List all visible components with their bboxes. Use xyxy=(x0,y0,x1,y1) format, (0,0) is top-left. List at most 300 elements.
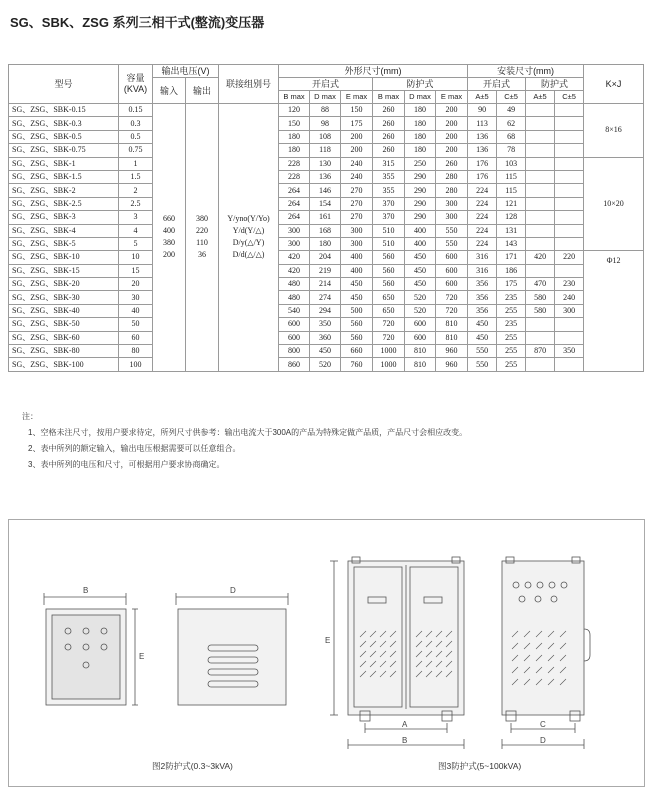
table-cell: 355 xyxy=(373,170,405,183)
note-3: 3、表中所列的电压和尺寸，可根据用户要求协商确定。 xyxy=(28,460,225,469)
table-cell: 270 xyxy=(341,211,373,224)
table-cell xyxy=(555,157,584,170)
table-cell: 600 xyxy=(436,278,468,291)
table-cell xyxy=(555,224,584,237)
table-cell: 370 xyxy=(373,197,405,210)
table-cell: 294 xyxy=(310,304,341,317)
table-cell: 300 xyxy=(341,224,373,237)
table-cell: 108 xyxy=(310,130,341,143)
table-cell xyxy=(526,318,555,331)
header-capacity: 容量(KVA) xyxy=(119,65,153,104)
table-cell: 480 xyxy=(279,291,310,304)
table-row xyxy=(9,251,644,264)
table-row xyxy=(9,318,644,331)
kj-cell: 10×20 xyxy=(584,157,644,251)
table-cell: 450 xyxy=(405,264,436,277)
table-cell: 180 xyxy=(279,144,310,157)
table-cell: 810 xyxy=(405,358,436,371)
table-cell: 290 xyxy=(405,170,436,183)
table-cell: 260 xyxy=(373,117,405,130)
table-cell: 300 xyxy=(555,304,584,317)
table-cell: 720 xyxy=(373,331,405,344)
table-cell: 580 xyxy=(526,291,555,304)
table-cell: 98 xyxy=(310,117,341,130)
table-cell xyxy=(555,130,584,143)
table-cell: 510 xyxy=(373,237,405,250)
table-row xyxy=(9,184,644,197)
table-cell: 600 xyxy=(279,318,310,331)
table-cell: 224 xyxy=(468,184,497,197)
table-cell: 350 xyxy=(310,318,341,331)
table-row xyxy=(9,197,644,210)
table-cell: 420 xyxy=(279,264,310,277)
table-cell: 316 xyxy=(468,251,497,264)
table-row xyxy=(9,264,644,277)
connection-group: D/y(△/Y) xyxy=(232,238,265,248)
header-install: 安装尺寸(mm) xyxy=(468,65,584,78)
header-kj: K×J xyxy=(584,65,644,104)
table-cell: 450 xyxy=(468,318,497,331)
table-cell: 600 xyxy=(279,331,310,344)
table-cell: 240 xyxy=(341,170,373,183)
fig3-label-e: E xyxy=(325,636,331,645)
table-cell xyxy=(526,211,555,224)
table-cell: 200 xyxy=(436,104,468,117)
fig2-front-view xyxy=(44,593,138,705)
fig3-label-c: C xyxy=(540,720,546,729)
fig3-front-view xyxy=(330,557,464,749)
table-cell xyxy=(555,144,584,157)
table-cell: 90 xyxy=(468,104,497,117)
fig3-label-b: B xyxy=(402,736,408,745)
table-cell: 560 xyxy=(373,251,405,264)
table-cell: 0.15 xyxy=(119,104,153,117)
table-cell: 356 xyxy=(468,291,497,304)
table-cell: 40 xyxy=(119,304,153,317)
table-cell: 150 xyxy=(341,104,373,117)
table-cell: 115 xyxy=(497,184,526,197)
table-cell xyxy=(526,157,555,170)
input-voltage: 380 xyxy=(163,238,175,248)
spec-table xyxy=(8,64,644,372)
output-voltage: 36 xyxy=(198,250,206,260)
table-cell: 0.5 xyxy=(119,130,153,143)
table-cell: 131 xyxy=(497,224,526,237)
table-cell: 255 xyxy=(497,358,526,371)
table-cell: 450 xyxy=(310,345,341,358)
table-cell: 400 xyxy=(405,224,436,237)
header-dimensions: 外形尺寸(mm) xyxy=(279,65,468,78)
table-cell: 274 xyxy=(310,291,341,304)
table-cell: 200 xyxy=(341,144,373,157)
header-b-max: B max xyxy=(373,91,405,104)
table-cell: 255 xyxy=(497,304,526,317)
connection-group: D/d(△/△) xyxy=(232,250,265,260)
table-cell: 224 xyxy=(468,237,497,250)
table-cell: 30 xyxy=(119,291,153,304)
table-cell xyxy=(526,184,555,197)
table-cell: 180 xyxy=(405,104,436,117)
table-cell: 355 xyxy=(373,184,405,197)
table-cell: 235 xyxy=(497,291,526,304)
table-cell xyxy=(526,197,555,210)
table-cell: SG、ZSG、SBK-20 xyxy=(9,278,119,291)
header-c-tol: C±5 xyxy=(497,91,526,104)
fig2-label-b: B xyxy=(83,586,89,595)
table-cell: 810 xyxy=(436,331,468,344)
table-cell: SG、ZSG、SBK-10 xyxy=(9,251,119,264)
table-cell: 550 xyxy=(468,345,497,358)
table-cell: 550 xyxy=(436,237,468,250)
header-e-max: E max xyxy=(341,91,373,104)
table-cell: 60 xyxy=(119,331,153,344)
table-cell: 264 xyxy=(279,184,310,197)
header-a-tol: A±5 xyxy=(526,91,555,104)
table-row xyxy=(9,304,644,317)
table-row xyxy=(9,104,644,117)
table-cell: 175 xyxy=(341,117,373,130)
header-protective: 防护式 xyxy=(373,78,468,91)
table-cell: 860 xyxy=(279,358,310,371)
table-cell: 500 xyxy=(341,304,373,317)
dimension-drawings xyxy=(8,519,643,785)
table-cell: 136 xyxy=(468,144,497,157)
table-cell: SG、ZSG、SBK-4 xyxy=(9,224,119,237)
table-cell: 300 xyxy=(279,224,310,237)
table-row xyxy=(9,345,644,358)
table-cell: 270 xyxy=(341,184,373,197)
table-cell: 290 xyxy=(405,184,436,197)
table-cell: 356 xyxy=(468,304,497,317)
table-cell: 560 xyxy=(373,264,405,277)
table-cell: 520 xyxy=(405,304,436,317)
table-cell: 280 xyxy=(436,184,468,197)
table-cell: 113 xyxy=(468,117,497,130)
header-e-max: E max xyxy=(436,91,468,104)
table-cell: 161 xyxy=(310,211,341,224)
table-cell: 200 xyxy=(436,117,468,130)
kj-cell: Φ12 xyxy=(584,251,644,372)
table-cell: 400 xyxy=(341,251,373,264)
output-voltage: 220 xyxy=(196,226,208,236)
table-cell: 260 xyxy=(436,157,468,170)
table-cell: 180 xyxy=(405,117,436,130)
kj-cell: 8×16 xyxy=(584,104,644,158)
table-cell xyxy=(555,184,584,197)
table-cell: SG、ZSG、SBK-0.75 xyxy=(9,144,119,157)
table-cell: 300 xyxy=(341,237,373,250)
table-cell: 115 xyxy=(497,170,526,183)
table-cell xyxy=(526,237,555,250)
header-b-max: B max xyxy=(279,91,310,104)
table-cell xyxy=(555,264,584,277)
table-cell: 370 xyxy=(373,211,405,224)
table-cell: 400 xyxy=(405,237,436,250)
table-cell: SG、ZSG、SBK-0.3 xyxy=(9,117,119,130)
output-voltage: 380 xyxy=(196,214,208,224)
table-cell: 550 xyxy=(468,358,497,371)
table-cell: 49 xyxy=(497,104,526,117)
note-2: 2、表中所列的额定输入，输出电压根据需要可以任意组合。 xyxy=(28,444,241,453)
table-cell: 255 xyxy=(497,331,526,344)
table-cell: 224 xyxy=(468,197,497,210)
notes xyxy=(22,409,467,473)
table-cell: 650 xyxy=(373,304,405,317)
table-cell: 0.3 xyxy=(119,117,153,130)
header-a-tol: A±5 xyxy=(468,91,497,104)
table-cell: 175 xyxy=(497,278,526,291)
table-cell: 560 xyxy=(373,278,405,291)
table-cell: 214 xyxy=(310,278,341,291)
table-cell: 260 xyxy=(373,104,405,117)
table-cell: 180 xyxy=(405,130,436,143)
table-cell: 300 xyxy=(436,197,468,210)
table-cell: 103 xyxy=(497,157,526,170)
table-cell: 550 xyxy=(436,224,468,237)
table-row xyxy=(9,224,644,237)
table-cell: SG、ZSG、SBK-3 xyxy=(9,211,119,224)
table-cell: 15 xyxy=(119,264,153,277)
connection-group: Y/d(Y/△) xyxy=(232,226,265,236)
table-cell: 810 xyxy=(436,318,468,331)
fig2-caption: 图2防护式(0.3~3kVA) xyxy=(152,761,233,771)
fig3-label-d: D xyxy=(540,736,546,745)
table-cell: 480 xyxy=(279,278,310,291)
header-connection: 联接组别号 xyxy=(219,65,279,104)
table-cell: 960 xyxy=(436,358,468,371)
header-model: 型号 xyxy=(9,65,119,104)
table-cell: 50 xyxy=(119,318,153,331)
table-cell: 220 xyxy=(555,251,584,264)
table-cell: 168 xyxy=(310,224,341,237)
table-cell: 580 xyxy=(526,304,555,317)
table-cell: SG、ZSG、SBK-30 xyxy=(9,291,119,304)
table-cell: 870 xyxy=(526,345,555,358)
table-cell: 360 xyxy=(310,331,341,344)
table-cell: 200 xyxy=(341,130,373,143)
fig2-label-e: E xyxy=(139,652,145,661)
table-cell xyxy=(526,264,555,277)
table-cell: 120 xyxy=(279,104,310,117)
table-cell: 200 xyxy=(436,144,468,157)
table-cell: SG、ZSG、SBK-2 xyxy=(9,184,119,197)
fig3-label-a: A xyxy=(402,720,408,729)
table-cell: 235 xyxy=(497,318,526,331)
table-cell xyxy=(555,170,584,183)
table-cell: 450 xyxy=(341,291,373,304)
table-cell: 1.5 xyxy=(119,170,153,183)
table-cell: 350 xyxy=(555,345,584,358)
table-cell: 760 xyxy=(341,358,373,371)
table-row xyxy=(9,130,644,143)
table-cell: 600 xyxy=(405,318,436,331)
table-cell: 180 xyxy=(279,130,310,143)
table-cell: 136 xyxy=(468,130,497,143)
table-cell: 450 xyxy=(468,331,497,344)
table-cell: 3 xyxy=(119,211,153,224)
table-cell: 176 xyxy=(468,157,497,170)
table-cell: 224 xyxy=(468,224,497,237)
table-cell: 150 xyxy=(279,117,310,130)
fig3-side-view xyxy=(502,557,590,749)
table-cell xyxy=(555,358,584,371)
table-cell: 80 xyxy=(119,345,153,358)
note-1: 1、空格未注尺寸，按用户要求待定，所列尺寸供参考：输出电流大于300A的产品为特殊定做产品质，产品尺寸会相应改变。 xyxy=(28,428,468,437)
table-cell: 800 xyxy=(279,345,310,358)
header-output: 输出 xyxy=(186,78,219,104)
header-d-max: D max xyxy=(310,91,341,104)
table-cell: 224 xyxy=(468,211,497,224)
table-cell: 356 xyxy=(468,278,497,291)
table-cell: 540 xyxy=(279,304,310,317)
table-cell: 255 xyxy=(497,345,526,358)
connection-group: Y/yno(Y/Yo) xyxy=(227,214,270,224)
table-cell: 280 xyxy=(436,170,468,183)
table-cell: 240 xyxy=(555,291,584,304)
header-c-tol: C±5 xyxy=(555,91,584,104)
table-cell: 660 xyxy=(341,345,373,358)
table-cell: 810 xyxy=(405,345,436,358)
table-cell: 270 xyxy=(341,197,373,210)
table-cell: SG、ZSG、SBK-50 xyxy=(9,318,119,331)
table-cell: SG、ZSG、SBK-100 xyxy=(9,358,119,371)
table-cell xyxy=(555,117,584,130)
table-cell: 650 xyxy=(373,291,405,304)
table-cell: 1000 xyxy=(373,345,405,358)
table-cell: 264 xyxy=(279,197,310,210)
table-cell xyxy=(526,331,555,344)
table-cell: SG、ZSG、SBK-0.15 xyxy=(9,104,119,117)
table-cell: 400 xyxy=(341,264,373,277)
table-cell: 250 xyxy=(405,157,436,170)
table-cell: 260 xyxy=(373,130,405,143)
table-cell: 560 xyxy=(341,331,373,344)
table-cell: SG、ZSG、SBK-2.5 xyxy=(9,197,119,210)
table-cell: 2 xyxy=(119,184,153,197)
table-cell: 260 xyxy=(373,144,405,157)
table-row xyxy=(9,291,644,304)
table-cell: 720 xyxy=(436,304,468,317)
table-cell: 290 xyxy=(405,211,436,224)
table-cell: 118 xyxy=(310,144,341,157)
table-cell: 600 xyxy=(436,264,468,277)
table-cell: 20 xyxy=(119,278,153,291)
table-cell: 180 xyxy=(405,144,436,157)
input-voltage-cell xyxy=(153,104,186,372)
table-cell: 2.5 xyxy=(119,197,153,210)
table-cell: 1 xyxy=(119,157,153,170)
table-cell: 200 xyxy=(436,130,468,143)
header-open: 开启式 xyxy=(279,78,373,91)
connection-cell xyxy=(219,104,279,372)
table-cell: SG、ZSG、SBK-0.5 xyxy=(9,130,119,143)
input-voltage: 400 xyxy=(163,226,175,236)
table-cell: 136 xyxy=(310,170,341,183)
table-cell: 315 xyxy=(373,157,405,170)
table-cell xyxy=(555,197,584,210)
table-cell xyxy=(555,104,584,117)
table-row xyxy=(9,358,644,371)
table-cell: 450 xyxy=(405,278,436,291)
table-cell xyxy=(526,144,555,157)
table-cell: 180 xyxy=(310,237,341,250)
table-cell: 121 xyxy=(497,197,526,210)
table-row xyxy=(9,278,644,291)
table-cell: 960 xyxy=(436,345,468,358)
table-cell: 316 xyxy=(468,264,497,277)
fig2-side-view xyxy=(176,593,288,705)
header-d-max: D max xyxy=(405,91,436,104)
table-cell: 600 xyxy=(405,331,436,344)
table-cell: 450 xyxy=(341,278,373,291)
table-cell xyxy=(555,318,584,331)
table-cell: 88 xyxy=(310,104,341,117)
input-voltage: 200 xyxy=(163,250,175,260)
table-cell: 171 xyxy=(497,251,526,264)
header-output-voltage: 输出电压(V) xyxy=(153,65,219,78)
table-cell: 78 xyxy=(497,144,526,157)
table-cell: 176 xyxy=(468,170,497,183)
table-row xyxy=(9,144,644,157)
table-cell xyxy=(526,130,555,143)
table-cell: 100 xyxy=(119,358,153,371)
table-cell: 4 xyxy=(119,224,153,237)
header-input: 输入 xyxy=(153,78,186,104)
table-cell: 10 xyxy=(119,251,153,264)
table-cell: 720 xyxy=(373,318,405,331)
table-cell: 228 xyxy=(279,157,310,170)
table-cell: SG、ZSG、SBK-15 xyxy=(9,264,119,277)
table-cell: 520 xyxy=(405,291,436,304)
table-row xyxy=(9,117,644,130)
table-cell: SG、ZSG、SBK-80 xyxy=(9,345,119,358)
table-cell xyxy=(526,358,555,371)
table-cell: SG、ZSG、SBK-1 xyxy=(9,157,119,170)
table-cell: SG、ZSG、SBK-60 xyxy=(9,331,119,344)
header-install-protective: 防护式 xyxy=(526,78,584,91)
table-cell: 128 xyxy=(497,211,526,224)
table-cell: 470 xyxy=(526,278,555,291)
table-cell: 62 xyxy=(497,117,526,130)
table-cell: 300 xyxy=(279,237,310,250)
table-cell: 1000 xyxy=(373,358,405,371)
table-cell: 520 xyxy=(310,358,341,371)
header-install-open: 开启式 xyxy=(468,78,526,91)
table-cell: 146 xyxy=(310,184,341,197)
table-cell: 154 xyxy=(310,197,341,210)
table-row xyxy=(9,170,644,183)
table-cell: 600 xyxy=(436,251,468,264)
input-voltage: 660 xyxy=(163,214,175,224)
table-cell: 219 xyxy=(310,264,341,277)
table-cell: 450 xyxy=(405,251,436,264)
fig3-caption: 图3防护式(5~100kVA) xyxy=(438,761,522,771)
table-cell xyxy=(555,331,584,344)
fig2-label-d: D xyxy=(230,586,236,595)
table-row xyxy=(9,211,644,224)
table-cell xyxy=(526,104,555,117)
table-cell: 186 xyxy=(497,264,526,277)
table-cell: 5 xyxy=(119,237,153,250)
table-cell xyxy=(526,117,555,130)
table-cell: SG、ZSG、SBK-1.5 xyxy=(9,170,119,183)
table-cell: 228 xyxy=(279,170,310,183)
page-title: SG、SBK、ZSG 系列三相干式(整流)变压器 xyxy=(10,15,265,30)
table-cell: 130 xyxy=(310,157,341,170)
table-cell: 264 xyxy=(279,211,310,224)
table-cell: 290 xyxy=(405,197,436,210)
table-cell xyxy=(555,211,584,224)
